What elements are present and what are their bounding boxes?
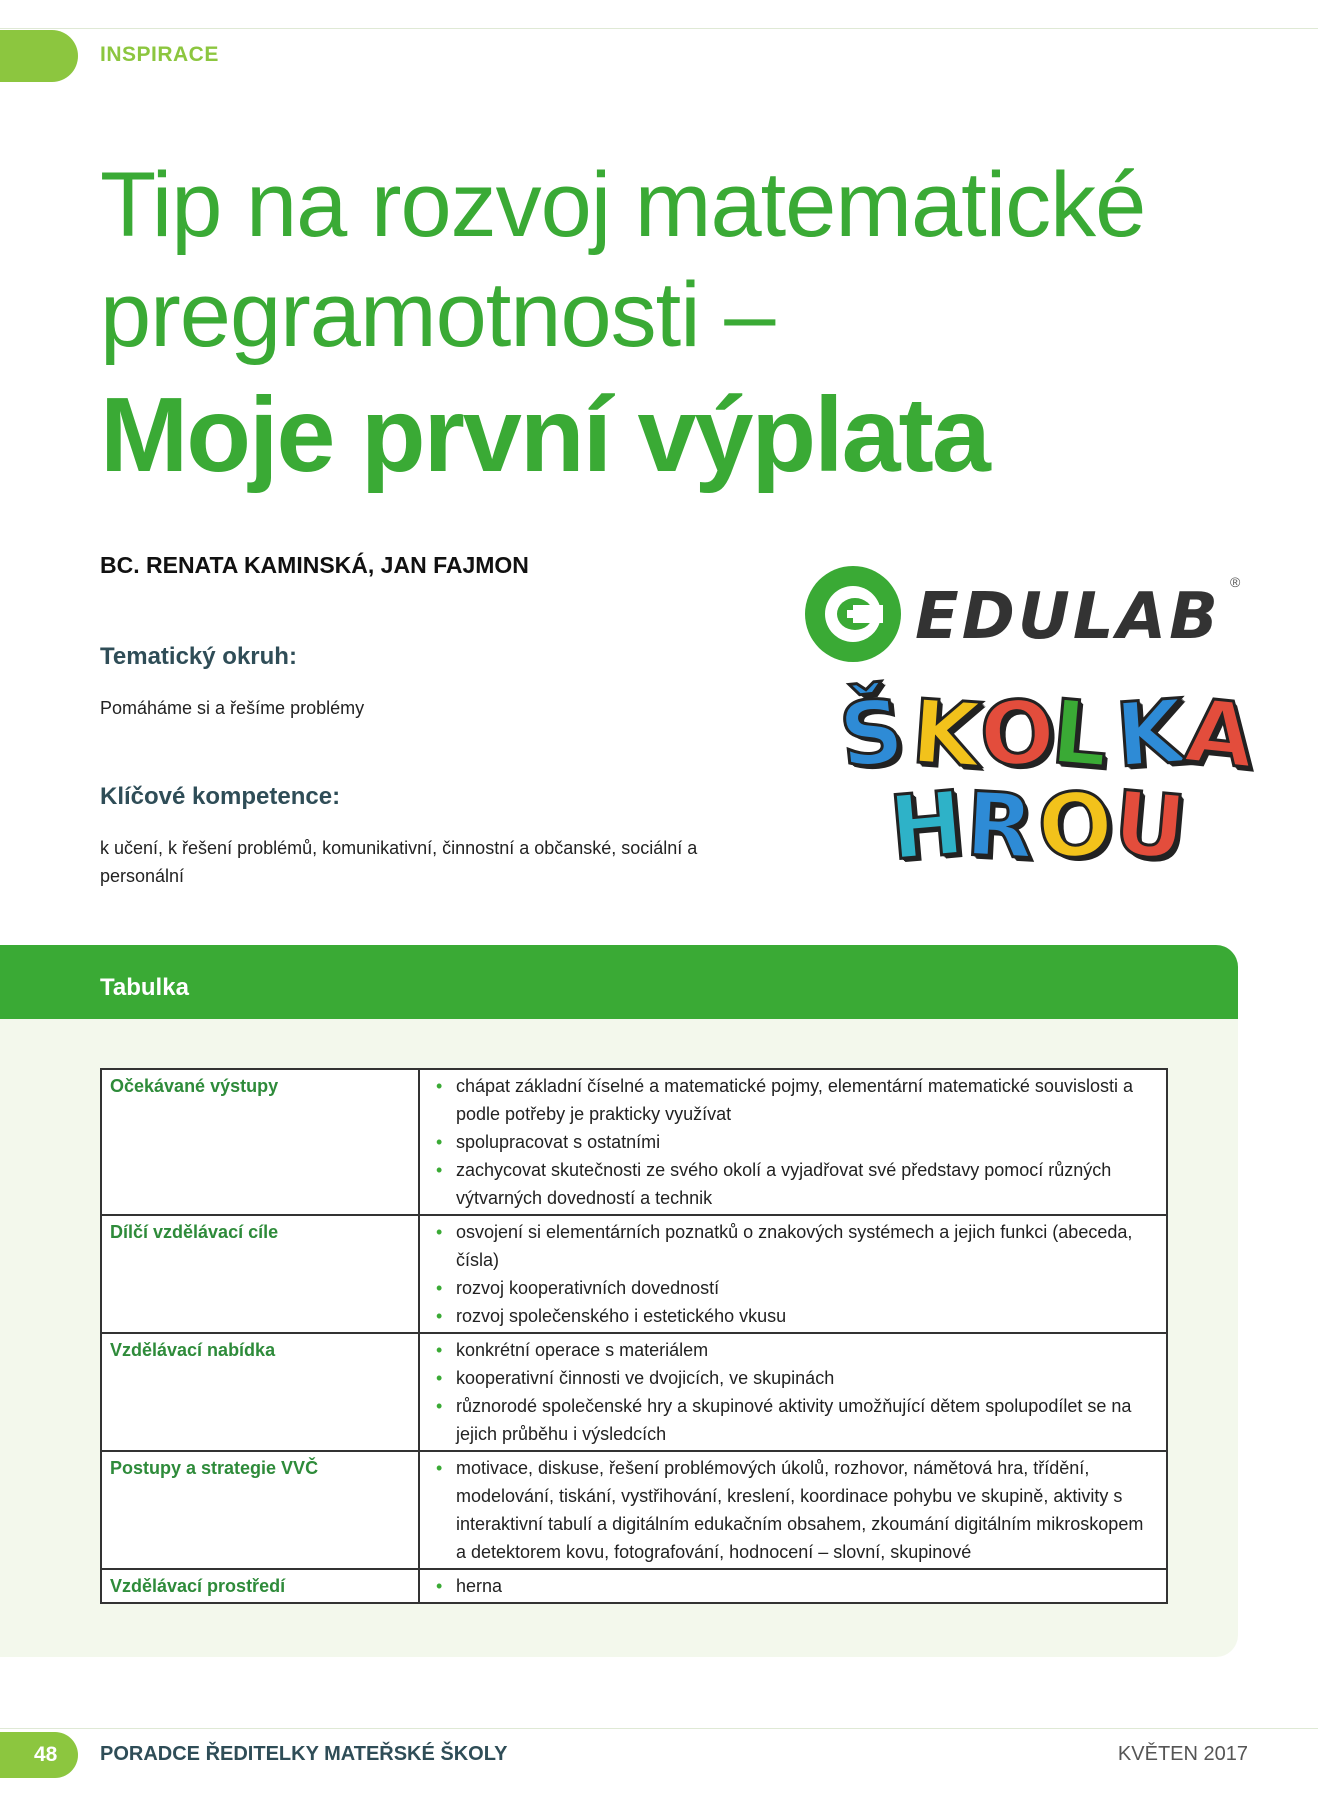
list-item: • různorodé společenské hry a skupinové aktivity umožňující dětem spolupodílet se na jejich průběhu i výsledcích (434, 1392, 1154, 1448)
list-item: • rozvoj společenského i estetického vkusu (434, 1302, 1154, 1330)
table-row (101, 1569, 1167, 1603)
row-label: Dílčí vzdělávací cíle (101, 1215, 419, 1333)
hrou-letter: H (885, 770, 968, 881)
skolka-letter: K (908, 679, 984, 788)
hrou-letter: O (1034, 771, 1117, 880)
skolka-letter: A (1180, 678, 1260, 789)
list-item: • spolupracovat s ostatními (434, 1128, 1154, 1156)
competences-heading: Klíčové kompetence: (100, 783, 341, 810)
row-items (419, 1069, 1167, 1215)
list-item: • zachycovat skutečnosti ze svého okolí a vyjadřovat své představy pomocí různých výtvarných dovedností a technik (434, 1156, 1154, 1212)
issue-date: KVĚTEN 2017 (1117, 1743, 1248, 1765)
table-row (101, 1215, 1167, 1333)
title-line-2: pregramotnosti – (100, 264, 775, 366)
header-rule (0, 28, 1318, 29)
skolka-letter: L (1047, 679, 1113, 788)
article-title-bold: Moje první výplata (100, 376, 989, 494)
list-item: • osvojení si elementárních poznatků o znakových systémech a jejich funkci (abeceda, čísla) (434, 1218, 1154, 1274)
title-line-1: Tip na rozvoj matematické (100, 154, 1146, 256)
table-row (101, 1069, 1167, 1215)
publication-name: PORADCE ŘEDITELKY MATEŘSKÉ ŠKOLY (100, 1743, 508, 1765)
article-title (100, 150, 1145, 370)
list-item: • kooperativní činnosti ve dvojicích, ve skupinách (434, 1364, 1154, 1392)
topic-heading: Tematický okruh: (100, 643, 297, 670)
bullet-list (434, 1218, 1154, 1330)
row-label: Vzdělávací nabídka (101, 1333, 419, 1451)
skolka-letter: K (1112, 679, 1188, 788)
curriculum-table (100, 1068, 1168, 1604)
footer-rule (0, 1728, 1318, 1729)
row-label: Vzdělávací prostředí (101, 1569, 419, 1603)
bullet-list (434, 1072, 1154, 1212)
registered-mark: ® (1230, 574, 1241, 590)
row-label: Postupy a strategie VVČ (101, 1451, 419, 1569)
skolka-letter: Š (834, 678, 909, 789)
list-item: • konkrétní operace s materiálem (434, 1336, 1154, 1364)
bullet-list (434, 1454, 1154, 1566)
list-item: • motivace, diskuse, řešení problémových úkolů, rozhovor, námětová hra, třídění, modelování, tiskání, vystřihování, kreslení, koordinace pohybu ve skupině, aktivity s interaktivní tabulí a digitálním edukačním obsahem, zkoumání digitálním mikroskopem a detektorem kovu, fotografování, hodnocení – slovní, skupinové (434, 1454, 1154, 1566)
row-label: Očekávané výstupy (101, 1069, 419, 1215)
row-items (419, 1215, 1167, 1333)
table-row (101, 1333, 1167, 1451)
authors: BC. RENATA KAMINSKÁ, JAN FAJMON (100, 552, 529, 578)
section-tab (0, 30, 78, 82)
skolka-letter: O (977, 680, 1058, 787)
row-items (419, 1451, 1167, 1569)
row-items (419, 1569, 1167, 1603)
list-item: • chápat základní číselné a matematické pojmy, elementární matematické souvislosti a podle potřeby je prakticky využívat (434, 1072, 1154, 1128)
edulab-mark-icon (805, 566, 901, 662)
edulab-logo (805, 566, 1245, 666)
hrou-letter: U (1109, 771, 1190, 880)
edulab-wordmark: EDULAB (915, 580, 1221, 654)
list-item: • rozvoj kooperativních dovedností (434, 1274, 1154, 1302)
skolka-hrou-logo (834, 678, 1260, 890)
competences-text: k učení, k řešení problémů, komunikativní, činnostní a občanské, sociální a personální (100, 838, 698, 886)
hrou-letter: R (963, 772, 1037, 879)
bullet-list (434, 1572, 1154, 1600)
table-row (101, 1451, 1167, 1569)
table-title: Tabulka (100, 974, 189, 1001)
topic-text: Pomáháme si a řešíme problémy (100, 698, 365, 718)
bullet-list (434, 1336, 1154, 1448)
section-label: INSPIRACE (100, 43, 219, 66)
page-number: 48 (34, 1743, 58, 1766)
row-items (419, 1333, 1167, 1451)
list-item: • herna (434, 1572, 1154, 1600)
